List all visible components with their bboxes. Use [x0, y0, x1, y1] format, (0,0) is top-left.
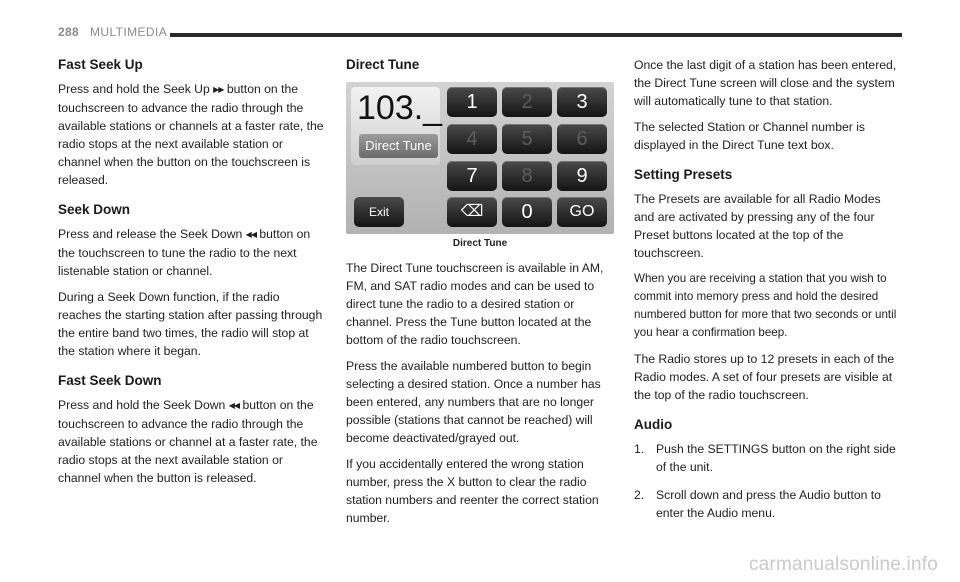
- step-text: Scroll down and press the Audio button to enter the Audio menu.: [656, 488, 881, 520]
- paragraph-seek-down-1: [58, 225, 326, 280]
- heading-direct-tune: Direct Tune: [346, 57, 420, 72]
- go-key: GO: [557, 197, 607, 227]
- heading-setting-presets: Setting Presets: [634, 167, 733, 182]
- paragraph-presets-2: When you are receiving a station that you wish to commit into memory press and hold the desired numbered button for more that two seconds or until you hear a confirmation beep.: [634, 272, 897, 339]
- page-header: [58, 25, 902, 43]
- direct-tune-figure: [346, 82, 614, 234]
- seek-up-icon: ▶▶: [213, 85, 224, 94]
- text: Press and hold the Seek Down: [58, 398, 226, 412]
- step-text: Push the SETTINGS button on the right side of the unit.: [656, 442, 896, 474]
- key-1: 1: [447, 87, 497, 117]
- key-0: 0: [502, 197, 552, 227]
- key-3: 3: [557, 87, 607, 117]
- list-item: [634, 440, 902, 476]
- paragraph-presets-3: The Radio stores up to 12 presets in each of the Radio modes. A set of four presets are visible at the top of the radio touchscreen.: [634, 352, 895, 402]
- paragraph-direct-tune-3: If you accidentally entered the wrong station number, press the X button to clear the radio station numbers and reenter the correct station number.: [346, 457, 599, 525]
- key-8: 8: [502, 161, 552, 191]
- audio-steps: [634, 440, 902, 522]
- heading-seek-down: Seek Down: [58, 202, 131, 217]
- step-number: 1.: [634, 442, 645, 456]
- list-item: [634, 486, 902, 522]
- text: button on the touchscreen to advance the radio through the available stations or channel at a faster rate, the radio stops at the next available station or channel when the button is released.: [58, 398, 318, 485]
- heading-audio: Audio: [634, 417, 673, 432]
- paragraph-tune-display: The selected Station or Channel number is displayed in the Direct Tune text box.: [634, 120, 866, 152]
- seek-down-icon: ◀◀: [228, 401, 240, 410]
- figure-caption: Direct Tune: [452, 238, 508, 249]
- key-9: 9: [557, 161, 607, 191]
- paragraph-fast-seek-down: [58, 396, 326, 487]
- section-title: MULTIMEDIA: [90, 25, 168, 39]
- paragraph-tune-close: Once the last digit of a station has been entered, the Direct Tune screen will close and the system will automatically tune to that station.: [634, 58, 897, 108]
- key-7: 7: [447, 161, 497, 191]
- paragraph-direct-tune-2: Press the available numbered button to begin selecting a desired station. Once a number has been entered, any numbers that are no longer possible (stations that cannot be reached) will become deactivated/grayed out.: [346, 359, 601, 445]
- seek-down-icon: ◀◀: [245, 230, 256, 239]
- column-left: [58, 56, 326, 495]
- text: button on the touchscreen to tune the radio to the next listenable station or channel.: [58, 227, 311, 278]
- paragraph-presets-1: The Presets are available for all Radio Modes and are activated by pressing any of the four Preset buttons located at the top of the touchscreen.: [634, 192, 881, 260]
- key-5: 5: [502, 124, 552, 154]
- column-right: [634, 56, 902, 532]
- paragraph-seek-down-2: During a Seek Down function, if the radio reaches the starting station after passing through the entire band two times, the radio will stop at the station where it began.: [58, 290, 323, 358]
- paragraph-fast-seek-up: [58, 80, 326, 189]
- watermark: carmanualsonline.info: [748, 554, 938, 575]
- key-4: 4: [447, 124, 497, 154]
- heading-fast-seek-up: Fast Seek Up: [58, 57, 143, 72]
- tune-display-value: 103._: [357, 89, 443, 127]
- heading-fast-seek-down: Fast Seek Down: [58, 373, 162, 388]
- step-number: 2.: [634, 488, 645, 502]
- text: Press and hold the Seek Up: [58, 82, 210, 96]
- column-middle: [346, 56, 614, 535]
- key-2: 2: [502, 87, 552, 117]
- key-6: 6: [557, 124, 607, 154]
- text: button on the touchscreen to advance the radio through the available stations or channels at a faster rate, the radio stops at the next available station or channel when the button on the touchscreen is released.: [58, 82, 324, 187]
- text: Press and release the Seek Down: [58, 227, 243, 241]
- paragraph-direct-tune-1: The Direct Tune touchscreen is available in AM, FM, and SAT radio modes and can be used to direct tune the radio to a desired station or channel. Press the Tune button located at the bottom of the radio touchscreen.: [346, 261, 604, 347]
- tune-display: [351, 87, 443, 165]
- tune-display-label: Direct Tune: [359, 134, 438, 158]
- backspace-icon: ⌫: [447, 197, 497, 227]
- header-rule: [170, 33, 902, 37]
- exit-key: Exit: [354, 197, 404, 227]
- page-number: 288: [58, 25, 79, 39]
